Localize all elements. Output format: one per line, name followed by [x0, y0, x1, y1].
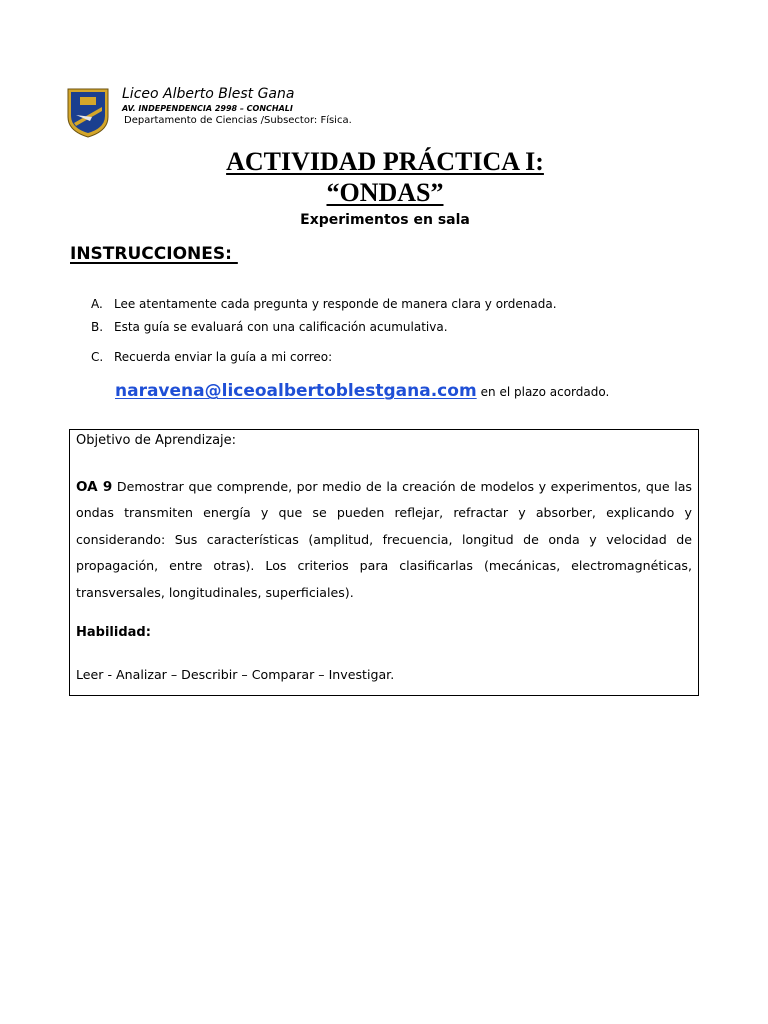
- email-suffix: en el plazo acordado.: [480, 385, 610, 399]
- objective-box: [69, 429, 699, 696]
- instruction-item-c: [91, 350, 332, 364]
- instruction-text: Lee atentamente cada pregunta y responde de manera clara y ordenada.: [114, 297, 557, 311]
- instruction-letter: C.: [91, 350, 104, 364]
- title-block: [0, 146, 768, 231]
- objective-code: OA 9: [76, 479, 113, 495]
- skill-heading: Habilidad:: [76, 625, 151, 640]
- instruction-item-b: [91, 320, 448, 334]
- instruction-item-a: [91, 297, 557, 311]
- instruction-text: Recuerda enviar la guía a mi correo:: [114, 350, 333, 364]
- school-address: AV. INDEPENDENCIA 2998 – CONCHALI: [122, 104, 293, 113]
- skill-text: Leer - Analizar – Describir – Comparar – Investigar.: [76, 667, 395, 682]
- email-line: [115, 381, 609, 401]
- page-subtitle: “ONDAS”: [326, 178, 444, 207]
- instructions-heading: INSTRUCCIONES:: [70, 244, 238, 264]
- instruction-letter: B.: [91, 320, 104, 334]
- school-name: Liceo Alberto Blest Gana: [122, 86, 295, 102]
- instruction-letter: A.: [91, 297, 103, 311]
- title-note: Experimentos en sala: [300, 212, 470, 228]
- department-line: Departamento de Ciencias /Subsector: Física.: [124, 115, 352, 126]
- objective-paragraph: [76, 474, 692, 606]
- email-link[interactable]: naravena@liceoalbertoblestgana.com: [115, 381, 477, 401]
- school-crest-icon: [66, 87, 110, 139]
- objective-heading: Objetivo de Aprendizaje:: [76, 433, 237, 448]
- page-title: ACTIVIDAD PRÁCTICA I:: [226, 147, 544, 176]
- objective-text: Demostrar que comprende, por medio de la creación de modelos y experimentos, que las ondas transmiten energía y que se pueden reflejar, refractar y absorber, explicando y considerando: Sus características (amplitud, frecuencia, longitud de onda y velocidad de propagación, entre otras). Los criterios para clasificarlas (mecánicas, electromagnéticas, transversales, longitudinales, superficiales).: [76, 479, 692, 600]
- instruction-text: Esta guía se evaluará con una calificación acumulativa.: [114, 320, 448, 334]
